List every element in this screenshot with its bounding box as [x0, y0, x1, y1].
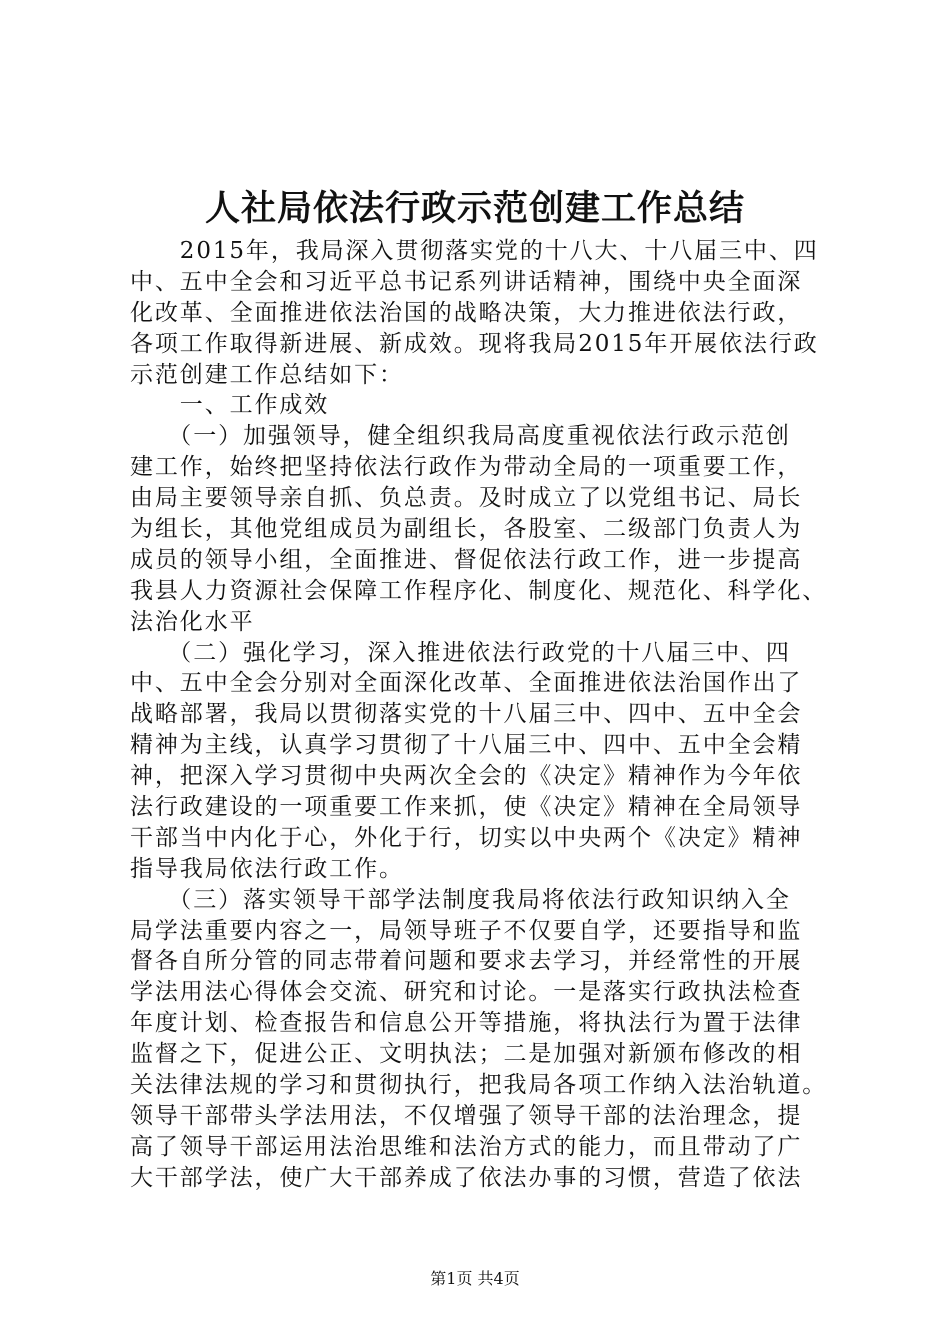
body-line: 领导干部带头学法用法，不仅增强了领导干部的法治理念，提: [130, 1102, 803, 1129]
body-line: 干部当中内化于心，外化于行，切实以中央两个《决定》精神: [130, 824, 803, 851]
body-line: 由局主要领导亲自抓、负总责。及时成立了以党组书记、局长: [130, 485, 803, 512]
body-line: 高了领导干部运用法治思维和法治方式的能力，而且带动了广: [130, 1133, 803, 1160]
body-line: 2015年，我局深入贯彻落实党的十八大、十八届三中、四: [130, 238, 819, 264]
body-line: 年度计划、检查报告和信息公开等措施，将执法行为置于法律: [130, 1010, 803, 1037]
body-line: 建工作，始终把坚持依法行政作为带动全局的一项重要工作，: [130, 454, 803, 481]
body-line: 为组长，其他党组成员为副组长，各股室、二级部门负责人为: [130, 516, 803, 543]
body-line: 大干部学法，使广大干部养成了依法办事的习惯，营造了依法: [130, 1164, 803, 1191]
body-line: 中、五中全会分别对全面深化改革、全面推进依法治国作出了: [130, 670, 803, 697]
body-line: 神，把深入学习贯彻中央两次全会的《决定》精神作为今年依: [130, 763, 803, 790]
body-line: 监督之下，促进公正、文明执法；二是加强对新颁布修改的相: [130, 1041, 803, 1068]
body-line: 法治化水平: [130, 608, 255, 635]
document-body: [130, 236, 830, 1194]
body-line: 各项工作取得新进展、新成效。现将我局2015年开展依法行政: [130, 330, 819, 357]
body-line: 督各自所分管的同志带着问题和要求去学习，并经常性的开展: [130, 948, 803, 975]
body-line: 战略部署，我局以贯彻落实党的十八届三中、四中、五中全会: [130, 701, 803, 728]
body-line: 精神为主线，认真学习贯彻了十八届三中、四中、五中全会精: [130, 732, 803, 759]
body-line: 我县人力资源社会保障工作程序化、制度化、规范化、科学化、: [130, 577, 828, 604]
body-line: 指导我局依法行政工作。: [130, 855, 404, 882]
document-title: 人社局依法行政示范创建工作总结: [204, 188, 745, 229]
body-line: 学法用法心得体会交流、研究和讨论。一是落实行政执法检查: [130, 979, 803, 1006]
body-line: 局学法重要内容之一，局领导班子不仅要自学，还要指导和监: [130, 917, 803, 944]
body-line: 中、五中全会和习近平总书记系列讲话精神，围绕中央全面深: [130, 268, 803, 295]
body-line: 关法律法规的学习和贯彻执行，把我局各项工作纳入法治轨道。: [130, 1072, 828, 1099]
body-line: 示范创建工作总结如下：: [130, 361, 404, 388]
body-line: （二）强化学习，深入推进依法行政党的十八届三中、四: [130, 639, 791, 666]
body-line: （三）落实领导干部学法制度我局将依法行政知识纳入全: [130, 886, 791, 913]
body-line: （一）加强领导，健全组织我局高度重视依法行政示范创: [130, 423, 791, 450]
section-heading: 一、工作成效: [130, 392, 330, 419]
body-line: 化改革、全面推进依法治国的战略决策，大力推进依法行政，: [130, 299, 803, 326]
page-footer: 第1页 共4页: [430, 1269, 520, 1288]
body-line: 法行政建设的一项重要工作来抓，使《决定》精神在全局领导: [130, 794, 803, 821]
body-line: 成员的领导小组，全面推进、督促依法行政工作，进一步提高: [130, 546, 803, 573]
